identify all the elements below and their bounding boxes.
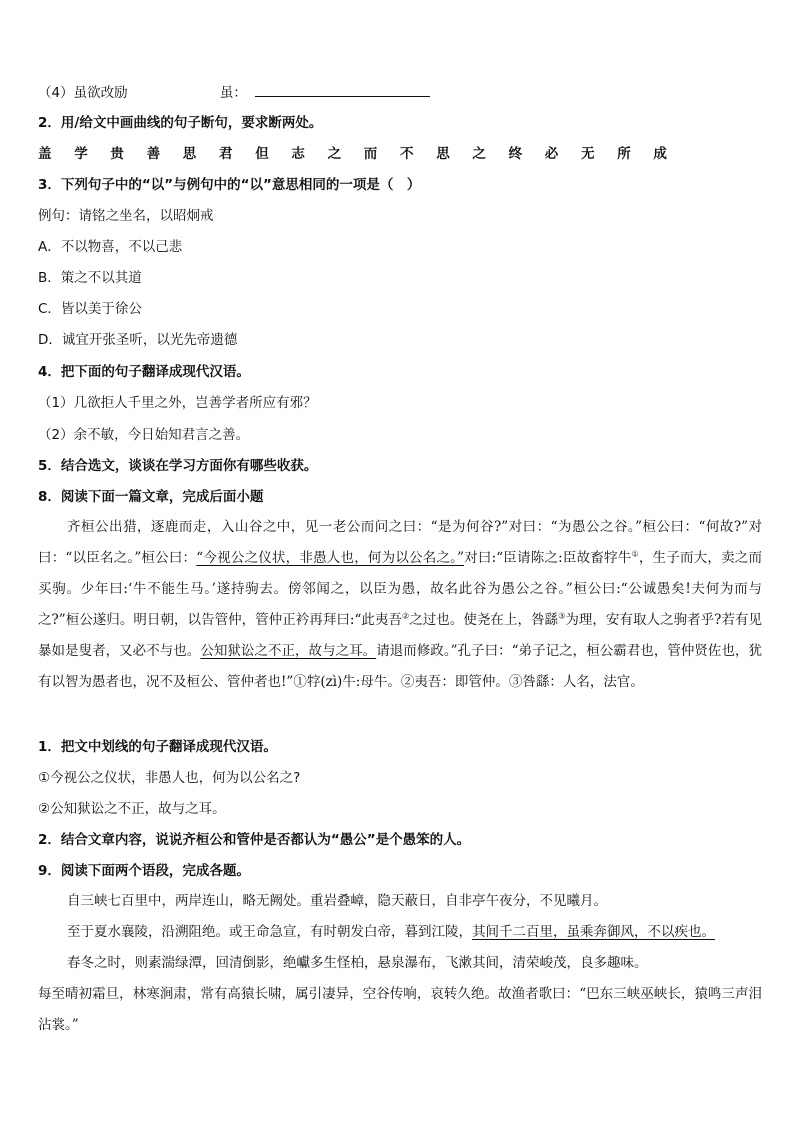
passage-paragraph: 春冬之时，则素湍绿潭，回清倒影，绝巘多生怪柏，悬泉瀑布，飞漱其间，清荣峻茂，良多趣味。 (67, 955, 648, 971)
question-4-item-2: （2）余不敏，今日始知君言之善。 (38, 427, 250, 443)
question-9-passage (38, 886, 762, 1046)
question-3-option-d: D．诚宜开张圣听，以光先帝遗德 (38, 332, 238, 348)
passage-paragraph (38, 917, 762, 948)
passage-text: 对曰:“臣请陈之:臣故畜牸牛 (464, 550, 632, 566)
passage-text: 为理，安有取人之驹者乎?若有见暴如是叟者，又必不与也。 (38, 612, 763, 659)
question-4-item-1: （1）几欲拒人千里之外，岂善学者所应有邪？ (38, 395, 317, 411)
question-8-sub-2-title: 2．结合文章内容，说说齐桓公和管仲是否都认为“愚公”是个愚笨的人。 (38, 832, 471, 848)
question-9-title: 9．阅读下面两个语段，完成各题。 (38, 863, 250, 879)
question-2-title: 2．用/给文中画曲线的句子断句，要求断两处。 (38, 115, 323, 131)
passage-text: 至于夏水襄陵，沿溯阻绝。或王命急宣，有时朝发白帝，暮到江陵， (67, 924, 472, 940)
question-8-sub-1-item-1: ①今视公之仪状，非愚人也，何为以公名之? (38, 770, 301, 786)
question-3-option-b: B．策之不以其道 (38, 270, 142, 286)
footnote-marker: ③ (558, 611, 566, 621)
passage-text: 请退而修政。”孔子曰：“弟子记之，桓公霸君也，管仲贤佐也，犹有以智为愚者也，况不及桓公、管仲者也!”①牸(zì)牛:母牛。②夷吾：即管仲。③咎繇：人名，法官。 (38, 643, 763, 690)
passage-paragraph: 自三峡七百里中，两岸连山，略无阙处。重岩叠嶂，隐天蔽日，自非亭午夜分，不见曦月。 (67, 893, 607, 909)
passage-text: ，生子而大，卖之而买驹。少年曰:‘牛不能生马。’遂持驹去。傍邻闻之，以臣为愚，故名此谷为愚公之谷。”桓公曰:“公诚愚矣!夫何为而与之?”桓公遂归。明日朝，以告管仲，管仲正衿再拜曰:“此夷吾 (38, 550, 763, 628)
question-8-title: 8．阅读下面一篇文章，完成后面小题 (38, 489, 264, 505)
question-8-passage (38, 512, 762, 722)
underlined-sentence-1: “今视公之仪状，非愚人也，何为以公名之。” (196, 550, 465, 566)
item-label: （4）虽欲改励 (38, 85, 128, 101)
passage-paragraph: 每至晴初霜旦，林寒涧肃，常有高猿长啸，属引凄异，空谷传响，哀转久绝。故渔者歌曰：“巴东三峡巫峡长，猿鸣三声泪沾裳。” (38, 986, 762, 1033)
underlined-sentence-2: 公知狱讼之不正，故与之耳。 (200, 643, 377, 659)
underlined-sentence: 其间千二百里，虽乘奔御风，不以疾也。 (472, 924, 715, 940)
question-4-title: 4．把下面的句子翻译成现代汉语。 (38, 364, 250, 380)
item-prompt: 虽： (219, 85, 247, 101)
footnote-marker: ① (631, 549, 639, 559)
answer-blank[interactable] (255, 82, 430, 97)
passage-text: 之过也。使尧在上，咎繇 (409, 612, 559, 628)
footnote-marker: ② (402, 611, 410, 621)
question-3-option-a: A．不以物喜，不以己悲 (38, 239, 183, 255)
question-3-option-c: C．皆以美于徐公 (38, 301, 142, 317)
question-4-item-4 (38, 82, 430, 102)
question-2-text: 盖 学 贵 善 思 君 但 志 之 而 不 思 之 终 必 无 所 成 (38, 146, 676, 162)
question-5-title: 5．结合选文，谈谈在学习方面你有哪些收获。 (38, 458, 318, 474)
question-3-example: 例句：请铭之坐名，以昭炯戒 (38, 208, 214, 224)
passage-paragraph (38, 512, 762, 698)
question-8-sub-1-title: 1．把文中划线的句子翻译成现代汉语。 (38, 739, 277, 755)
passage-text: 齐桓公出猎，逐鹿而走，入山谷之中，见一老公而问之曰：“是为何谷?”对曰：“为愚公之谷。”桓公曰：“何故?”对曰：“以臣名之。”桓公曰： (38, 519, 762, 566)
question-8-sub-1-item-2: ②公知狱讼之不正，故与之耳。 (38, 801, 226, 817)
question-3-title: 3．下列句子中的“以”与例句中的“以”意思相同的一项是（ ） (38, 177, 421, 193)
